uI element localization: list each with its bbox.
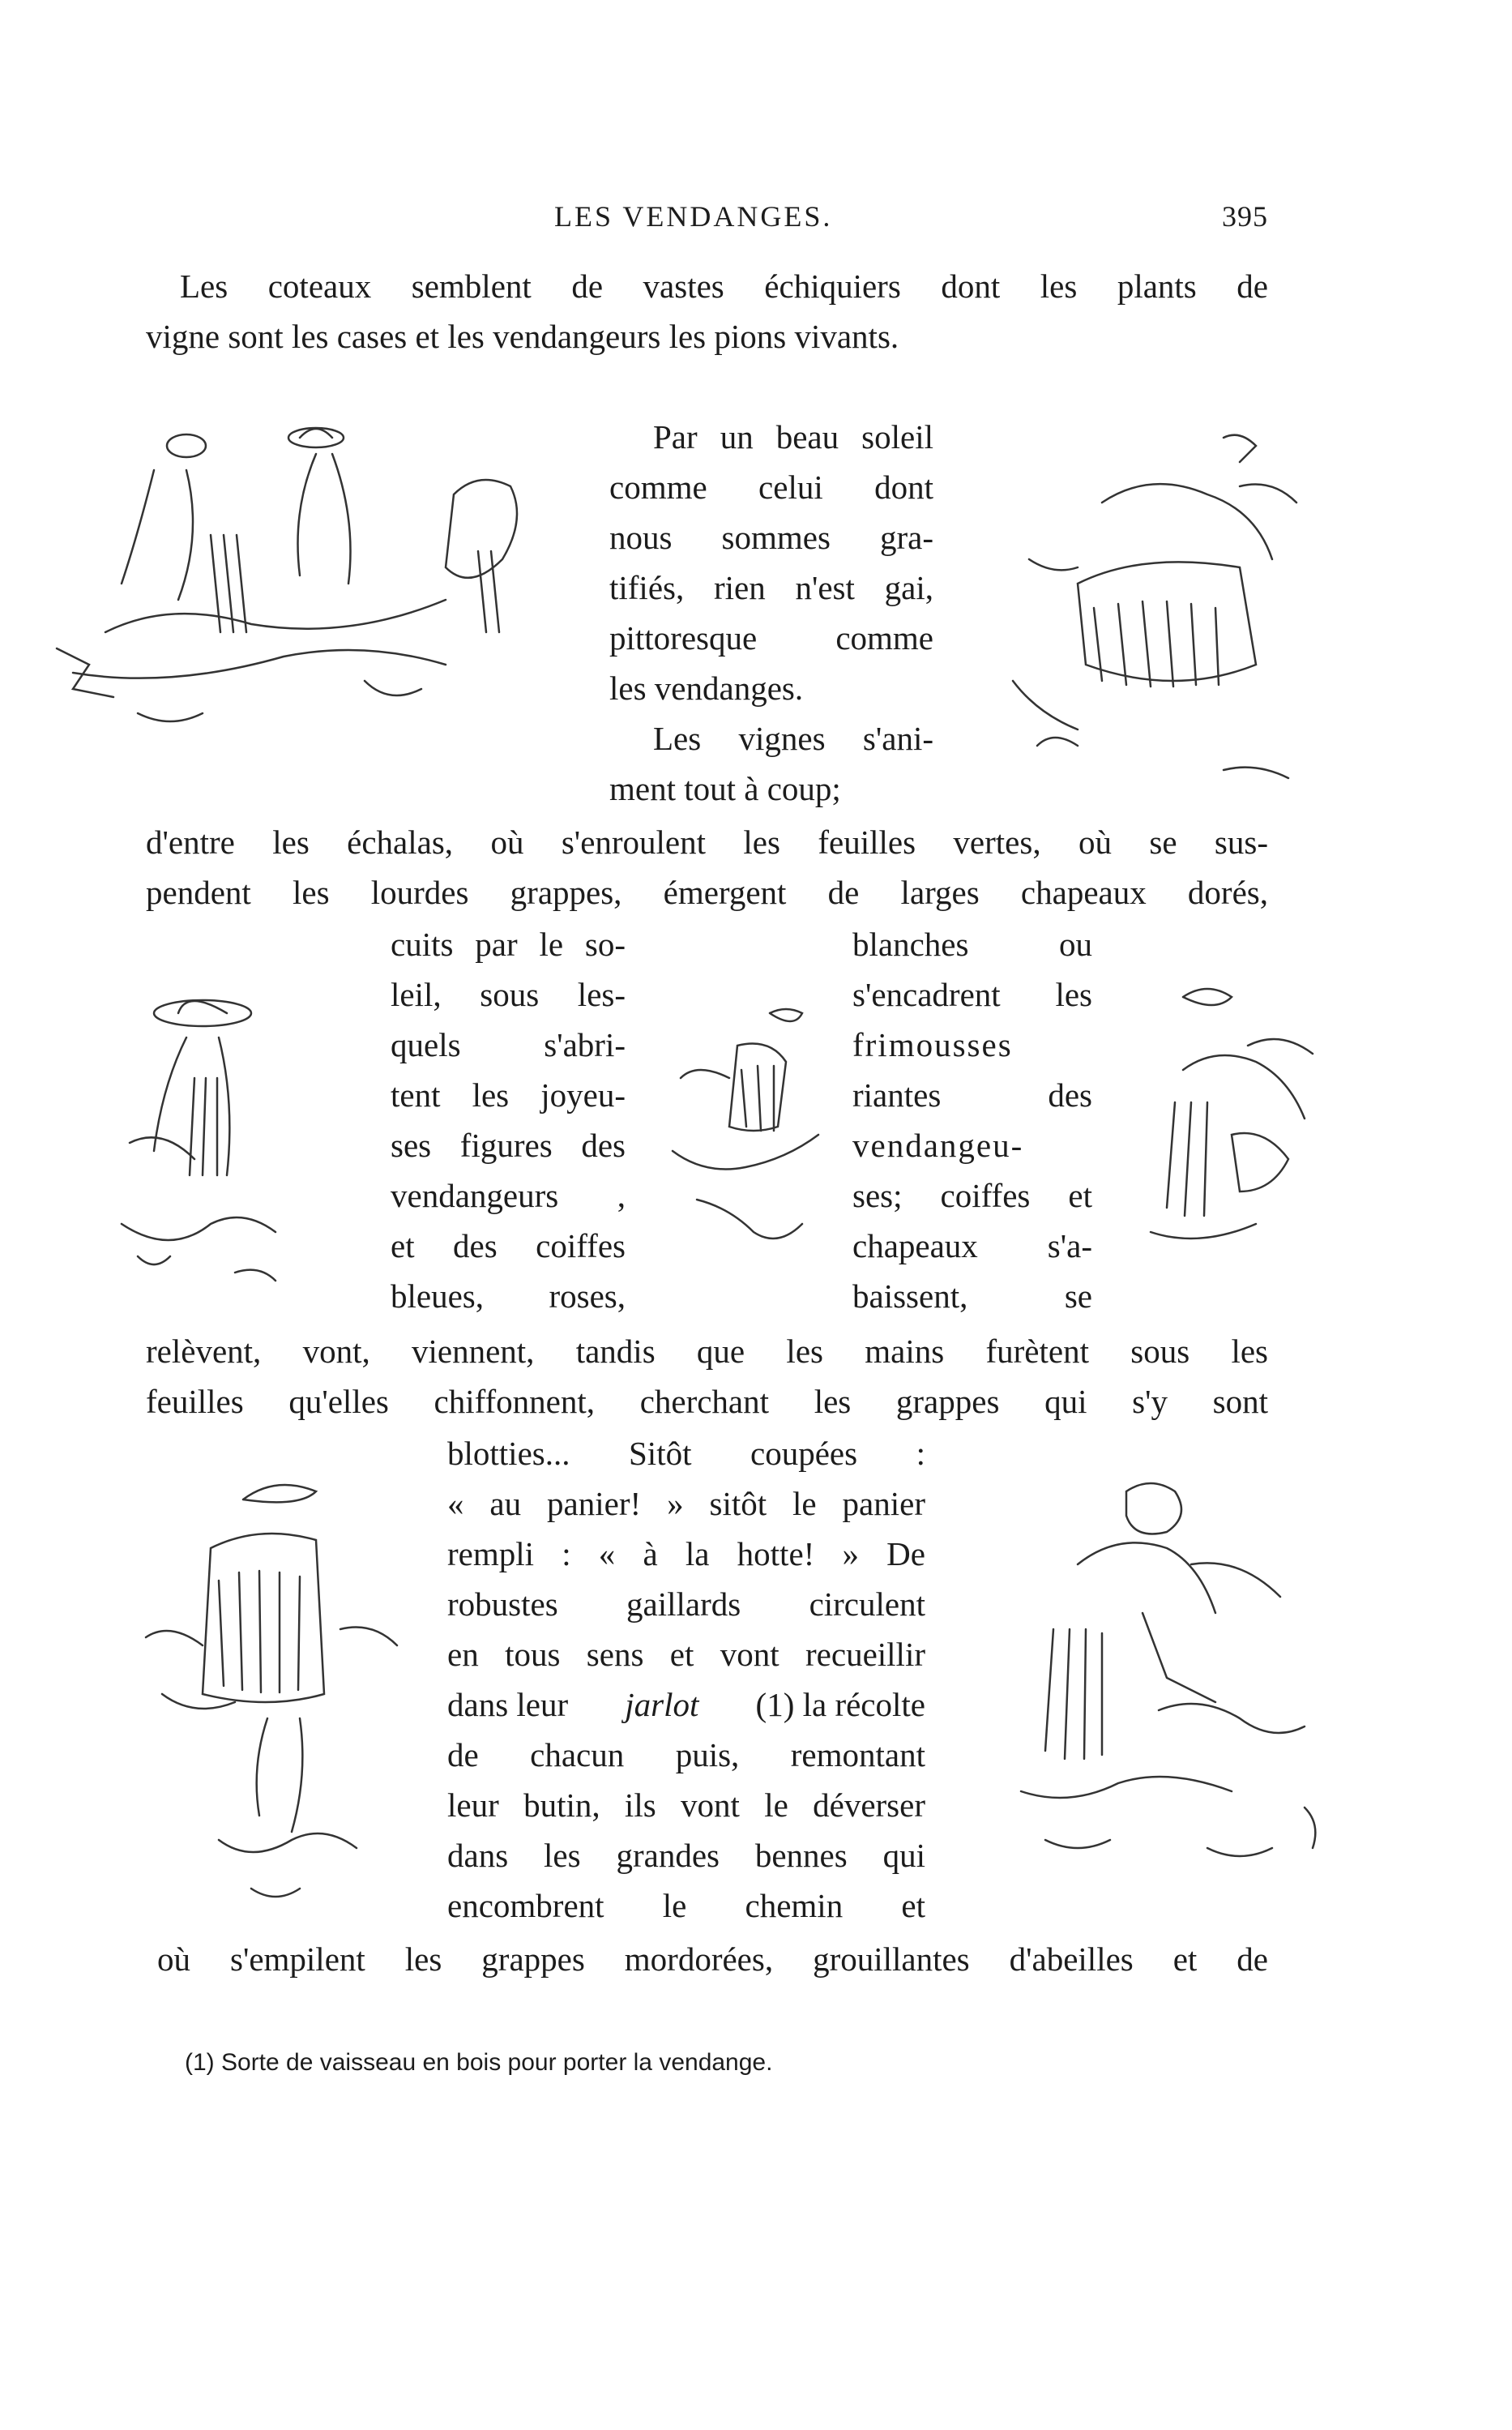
text-line: « au panier! » sitôt le panier [447, 1485, 925, 1522]
text-line: tent les joyeu- [391, 1076, 626, 1114]
text-line: pendent les lourdes grappes, émergent de larges chapeaux dorés, [146, 874, 1268, 911]
text-line: nous sommes gra- [609, 519, 933, 556]
text-line: les vendanges. [609, 670, 804, 707]
text-line: bleues, roses, [391, 1277, 626, 1315]
vendangeuse-penchee-sketch-icon [1134, 973, 1345, 1264]
text-line: ses; coiffes et [852, 1177, 1092, 1214]
italic-word: jarlot [625, 1686, 699, 1723]
text-line: et des coiffes [391, 1227, 626, 1264]
text-line: relèvent, vont, viennent, tandis que les mains furètent sous les [146, 1333, 1268, 1370]
text-line: Les coteaux semblent de vastes échiquiers dont les plants de [180, 267, 1268, 305]
text-line: Par un beau soleil [653, 418, 933, 456]
porteur-hotte-sketch-icon [122, 1451, 446, 1913]
text-line: où s'empilent les grappes mordorées, grouillantes d'abeilles et de [157, 1940, 1268, 1978]
running-title: LES VENDANGES. [554, 200, 833, 233]
text-line: ment tout à coup; [609, 770, 841, 807]
footnote: (1) Sorte de vaisseau en bois pour porter la vendange. [185, 2049, 773, 2076]
text-line: cuits par le so- [391, 926, 626, 963]
page-number: 395 [1222, 200, 1268, 233]
text-line: vendangeu- [852, 1127, 1024, 1164]
text-line: quels s'abri- [391, 1026, 626, 1063]
text-line: frimousses [852, 1026, 1013, 1063]
vendangeur-chapeau-sketch-icon [105, 981, 324, 1289]
text-line: rempli : « à la hotte! » De [447, 1535, 925, 1572]
text-line: de chacun puis, remontant [447, 1736, 925, 1773]
vendangeurs-sketch-icon [24, 405, 559, 770]
text-line [447, 1679, 925, 1730]
text-line: vendangeurs , [391, 1177, 626, 1214]
text-line: leil, sous les- [391, 976, 626, 1013]
vendangeuse-coiffe-sketch-icon [648, 989, 851, 1281]
text-line: tifiés, rien n'est gai, [609, 569, 933, 606]
text-line: blanches ou [852, 926, 1092, 963]
text-fragment: dans leur [447, 1686, 569, 1723]
text-line: dans les grandes bennes qui [447, 1837, 925, 1874]
text-line: vigne sont les cases et les vendangeurs les pions vivants. [146, 318, 899, 355]
text-line: baissent, se [852, 1277, 1092, 1315]
text-line: encombrent le chemin et [447, 1887, 925, 1924]
text-line: blotties... Sitôt coupées : [447, 1435, 925, 1472]
text-line: en tous sens et vont recueillir [447, 1636, 925, 1673]
text-line: ses figures des [391, 1127, 626, 1164]
text-line: leur butin, ils vont le déverser [447, 1786, 925, 1824]
text-line: Les vignes s'ani- [653, 720, 933, 757]
porteur-cuve-sketch-icon [980, 421, 1313, 786]
text-line: riantes des [852, 1076, 1092, 1114]
text-fragment: (1) la récolte [755, 1686, 925, 1723]
text-line: d'entre les échalas, où s'enroulent les feuilles vertes, où se sus- [146, 824, 1268, 861]
text-line: robustes gaillards circulent [447, 1585, 925, 1623]
text-line: s'encadrent les [852, 976, 1092, 1013]
vendangeuse-vigne-sketch-icon [997, 1467, 1337, 1889]
text-line: chapeaux s'a- [852, 1227, 1092, 1264]
text-line: comme celui dont [609, 468, 933, 506]
text-line: pittoresque comme [609, 619, 933, 657]
text-line: feuilles qu'elles chiffonnent, cherchant les grappes qui s'y sont [146, 1383, 1268, 1420]
